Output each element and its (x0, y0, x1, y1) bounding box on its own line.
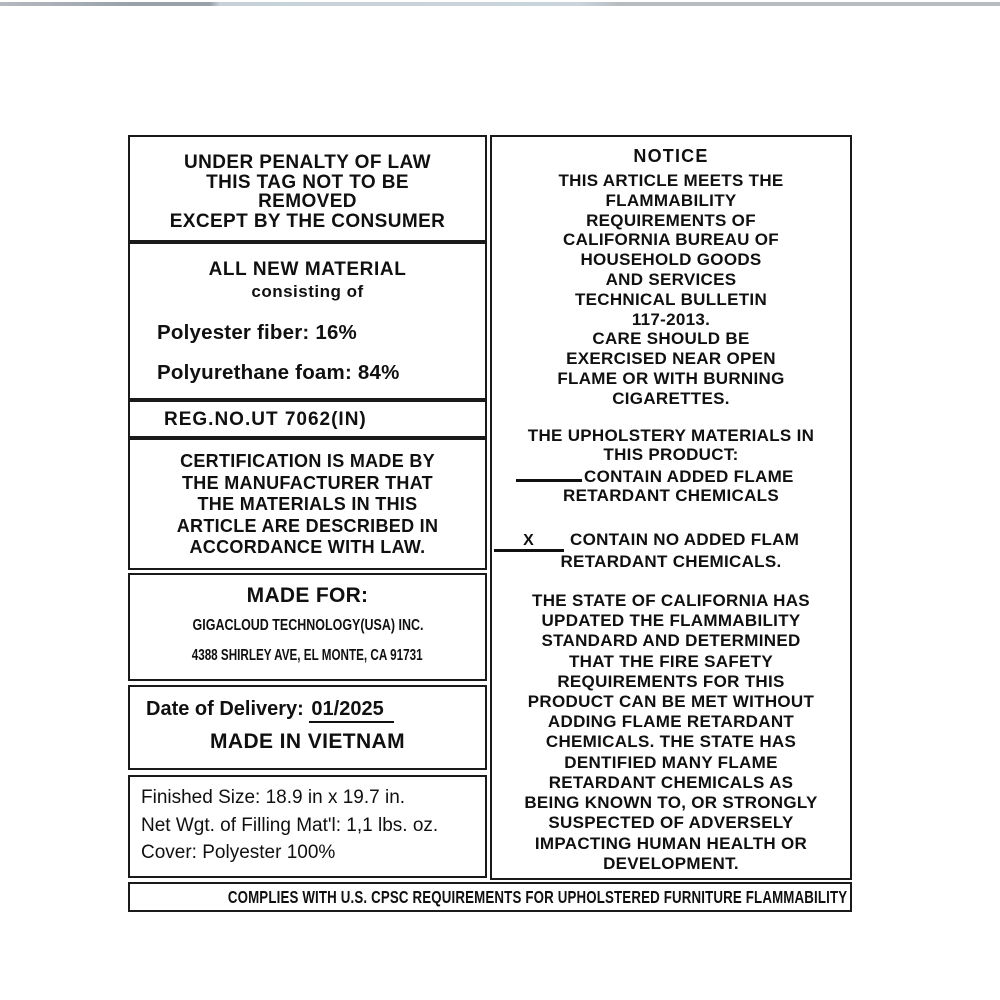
delivery-date-line (130, 687, 485, 721)
company-name-line (130, 617, 485, 635)
label-columns (128, 135, 852, 880)
made-for-section (128, 573, 487, 681)
filling-item-polyester: Polyester fiber: 16% (157, 321, 357, 344)
law-label (128, 135, 852, 912)
company-address: 4388 SHIRLEY AVE, EL MONTE, CA 91731 (192, 647, 423, 664)
material-section (128, 242, 487, 400)
contain-none-text: CONTAIN NO ADDED FLAM (570, 529, 800, 549)
material-heading: ALL NEW MATERIAL (208, 259, 407, 280)
certification-text: CERTIFICATION IS MADE BY THE MANUFACTURER THAT THE MATERIALS IN THIS ARTICLE ARE DESCRIBED IN ACCORDANCE WITH LAW. (176, 451, 439, 557)
notice-section (490, 135, 852, 880)
left-column (128, 135, 487, 880)
company-address-line (130, 647, 485, 665)
delivery-date-label: Date of Delivery: (146, 698, 304, 720)
registration-number-section (128, 400, 487, 438)
penalty-text: UNDER PENALTY OF LAW THIS TAG NOT TO BE REMOVED EXCEPT BY THE CONSUMER (169, 152, 446, 232)
country-of-origin: MADE IN VIETNAM (210, 730, 405, 753)
cpsc-compliance-text: COMPLIES WITH U.S. CPSC REQUIREMENTS FOR UPHOLSTERED FURNITURE FLAMMABILITY (227, 887, 848, 907)
specs-section (128, 775, 487, 878)
x-checkbox-line (494, 533, 564, 552)
contain-added-text: CONTAIN ADDED FLAME (584, 466, 794, 486)
contain-added-text-2: RETARDANT CHEMICALS (563, 486, 779, 506)
delivery-section (128, 685, 487, 770)
contain-none-text-2: RETARDANT CHEMICALS. (560, 551, 782, 571)
filling-item-polyurethane: Polyurethane foam: 84% (157, 361, 400, 384)
cpsc-compliance-banner (128, 882, 852, 912)
notice-body: THIS ARTICLE MEETS THE FLAMMABILITY REQUIREMENTS OF CALIFORNIA BUREAU OF HOUSEHOLD GOODS AND SERVICES TECHNICAL BULLETIN 117-2013. CARE SHOULD BE EXERCISED NEAR OPEN FLAME OR WITH BURNING CIGARETTES. (557, 171, 785, 408)
material-subheading: consisting of (251, 282, 364, 301)
registration-number: REG.NO.UT 7062(IN) (164, 409, 367, 430)
blank-checkbox-line (516, 465, 582, 482)
delivery-date-value: 01/2025 (309, 698, 393, 723)
made-for-title: MADE FOR: (246, 584, 369, 607)
spec-lines: Finished Size: 18.9 in x 19.7 in. Net Wgt. of Filling Mat'l: 1,1 lbs. oz. Cover: Polyester 100% (141, 787, 439, 863)
certification-section (128, 438, 487, 570)
state-of-california-paragraph: THE STATE OF CALIFORNIA HAS UPDATED THE FLAMMABILITY STANDARD AND DETERMINED THAT THE FIRE SAFETY REQUIREMENTS FOR THIS PRODUCT CAN BE MET WITHOUT ADDING FLAME RETARDANT CHEMICALS. THE STATE HAS DENTIFIED MANY FLAME RETARDANT CHEMICALS AS BEING KNOWN TO, OR STRONGLY SUSPECTED OF ADVERSELY IMPACTING HUMAN HEALTH OR DEVELOPMENT. (524, 591, 818, 873)
window-top-edge (0, 2, 1000, 6)
notice-title: NOTICE (633, 146, 709, 166)
contain-added-line (492, 465, 850, 487)
x-mark: X (523, 531, 535, 549)
upholstery-heading: THE UPHOLSTERY MATERIALS IN THIS PRODUCT: (527, 425, 815, 465)
right-column (490, 135, 852, 880)
penalty-section (128, 135, 487, 242)
company-name: GIGACLOUD TECHNOLOGY(USA) INC. (192, 617, 423, 634)
contain-none-line (492, 530, 850, 552)
